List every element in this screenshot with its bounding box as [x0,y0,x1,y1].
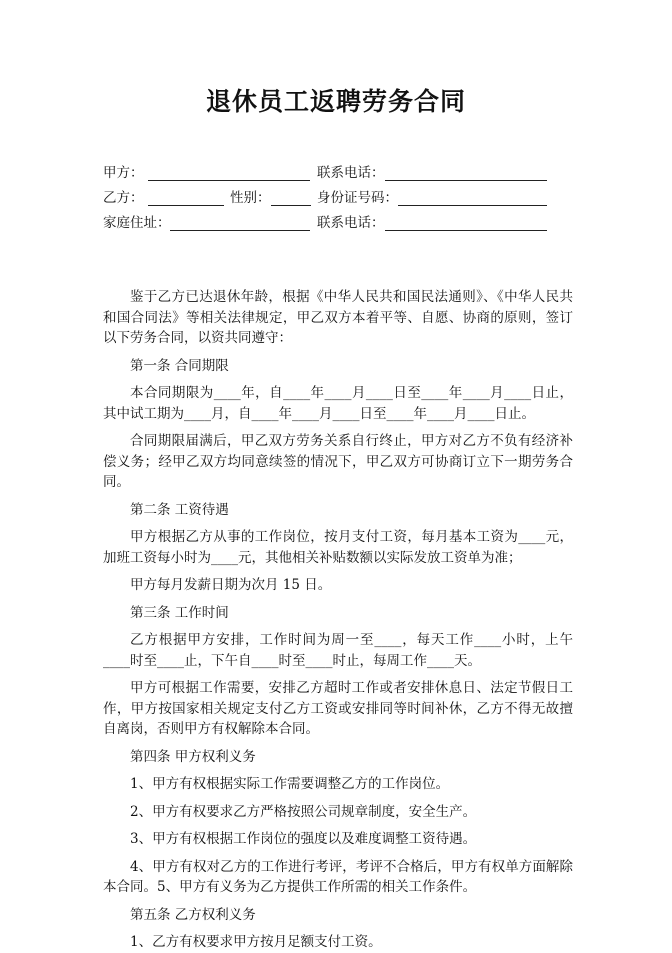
article1-title: 第一条 合同期限 [130,357,229,374]
address-blank[interactable] [170,230,310,231]
contact-label-1: 联系电话： [317,165,385,181]
party-b-blank[interactable] [148,205,224,206]
article4-item-2: 2、甲方有权要求乙方严格按照公司规章制度，安全生产。 [130,803,477,820]
article5-item-1: 1、乙方有权要求甲方按月足额支付工资。 [130,934,382,950]
party-b-row [103,188,563,208]
address-label: 家庭住址： [103,215,171,231]
article5-title: 第五条 乙方权利义务 [130,906,256,923]
article3-paragraph-1: 乙方根据甲方安排，工作时间为周一至____，每天工作____小时，上午____时至____止，下午自____时至____时止，每周工作____天。 [103,632,573,669]
party-a-row [103,163,563,183]
article4-item-3: 3、甲方有权根据工作岗位的强度以及难度调整工资待遇。 [130,831,477,847]
article2-paragraph-1: 甲方根据乙方从事的工作岗位，按月支付工资，每月基本工资为____元，加班工资每小时为____元，其他相关补贴数额以实际发放工资单为准； [103,529,573,566]
article2-title: 第二条 工资待遇 [130,501,229,518]
article4-item-4: 4、甲方有权对乙方的工作进行考评，考评不合格后，甲方有权单方面解除本合同。5、甲方有义务为乙方提供工作所需的相关工作条件。 [103,858,573,895]
party-b-label: 乙方： [103,190,144,206]
gender-blank[interactable] [271,205,311,206]
contact-blank-2[interactable] [385,230,547,231]
article4-title: 第四条 甲方权利义务 [130,748,256,765]
article1-paragraph-2: 合同期限届满后，甲乙双方劳务关系自行终止，甲方对乙方不负有经济补偿义务；经甲乙双方均同意续签的情况下，甲乙双方可协商订立下一期劳务合同。 [103,433,573,490]
contact-label-2: 联系电话： [317,215,385,231]
contact-blank-1[interactable] [385,180,547,181]
address-row [103,213,563,233]
article1-paragraph-1: 本合同期限为____年，自____年____月____日至____年____月____日止，其中试工期为____月，自____年____月____日至____年____月____日止。 [103,385,573,422]
id-blank[interactable] [398,205,547,206]
party-a-blank[interactable] [148,180,310,181]
document-title: 退休员工返聘劳务合同 [205,87,466,116]
id-label: 身份证号码： [317,190,398,206]
article4-item-1: 1、甲方有权根据实际工作需要调整乙方的工作岗位。 [130,776,450,792]
article3-title: 第三条 工作时间 [130,604,229,621]
article3-paragraph-2: 甲方可根据工作需要，安排乙方超时工作或者安排休息日、法定节假日工作，甲方按国家相关规定支付乙方工资或安排同等时间补休，乙方不得无故擅自离岗，否则甲方有权解除本合同。 [103,680,573,737]
intro-paragraph: 鉴于乙方已达退休年龄，根据《中华人民共和国民法通则》、《中华人民共和国合同法》等相关法律规定，甲乙双方本着平等、自愿、协商的原则，签订以下劳务合同，以资共同遵守： [103,289,573,346]
party-a-label: 甲方： [103,165,144,181]
article2-paragraph-2: 甲方每月发薪日期为次月 15 日。 [130,577,332,593]
gender-label: 性别： [230,190,271,206]
contract-body [103,287,573,953]
